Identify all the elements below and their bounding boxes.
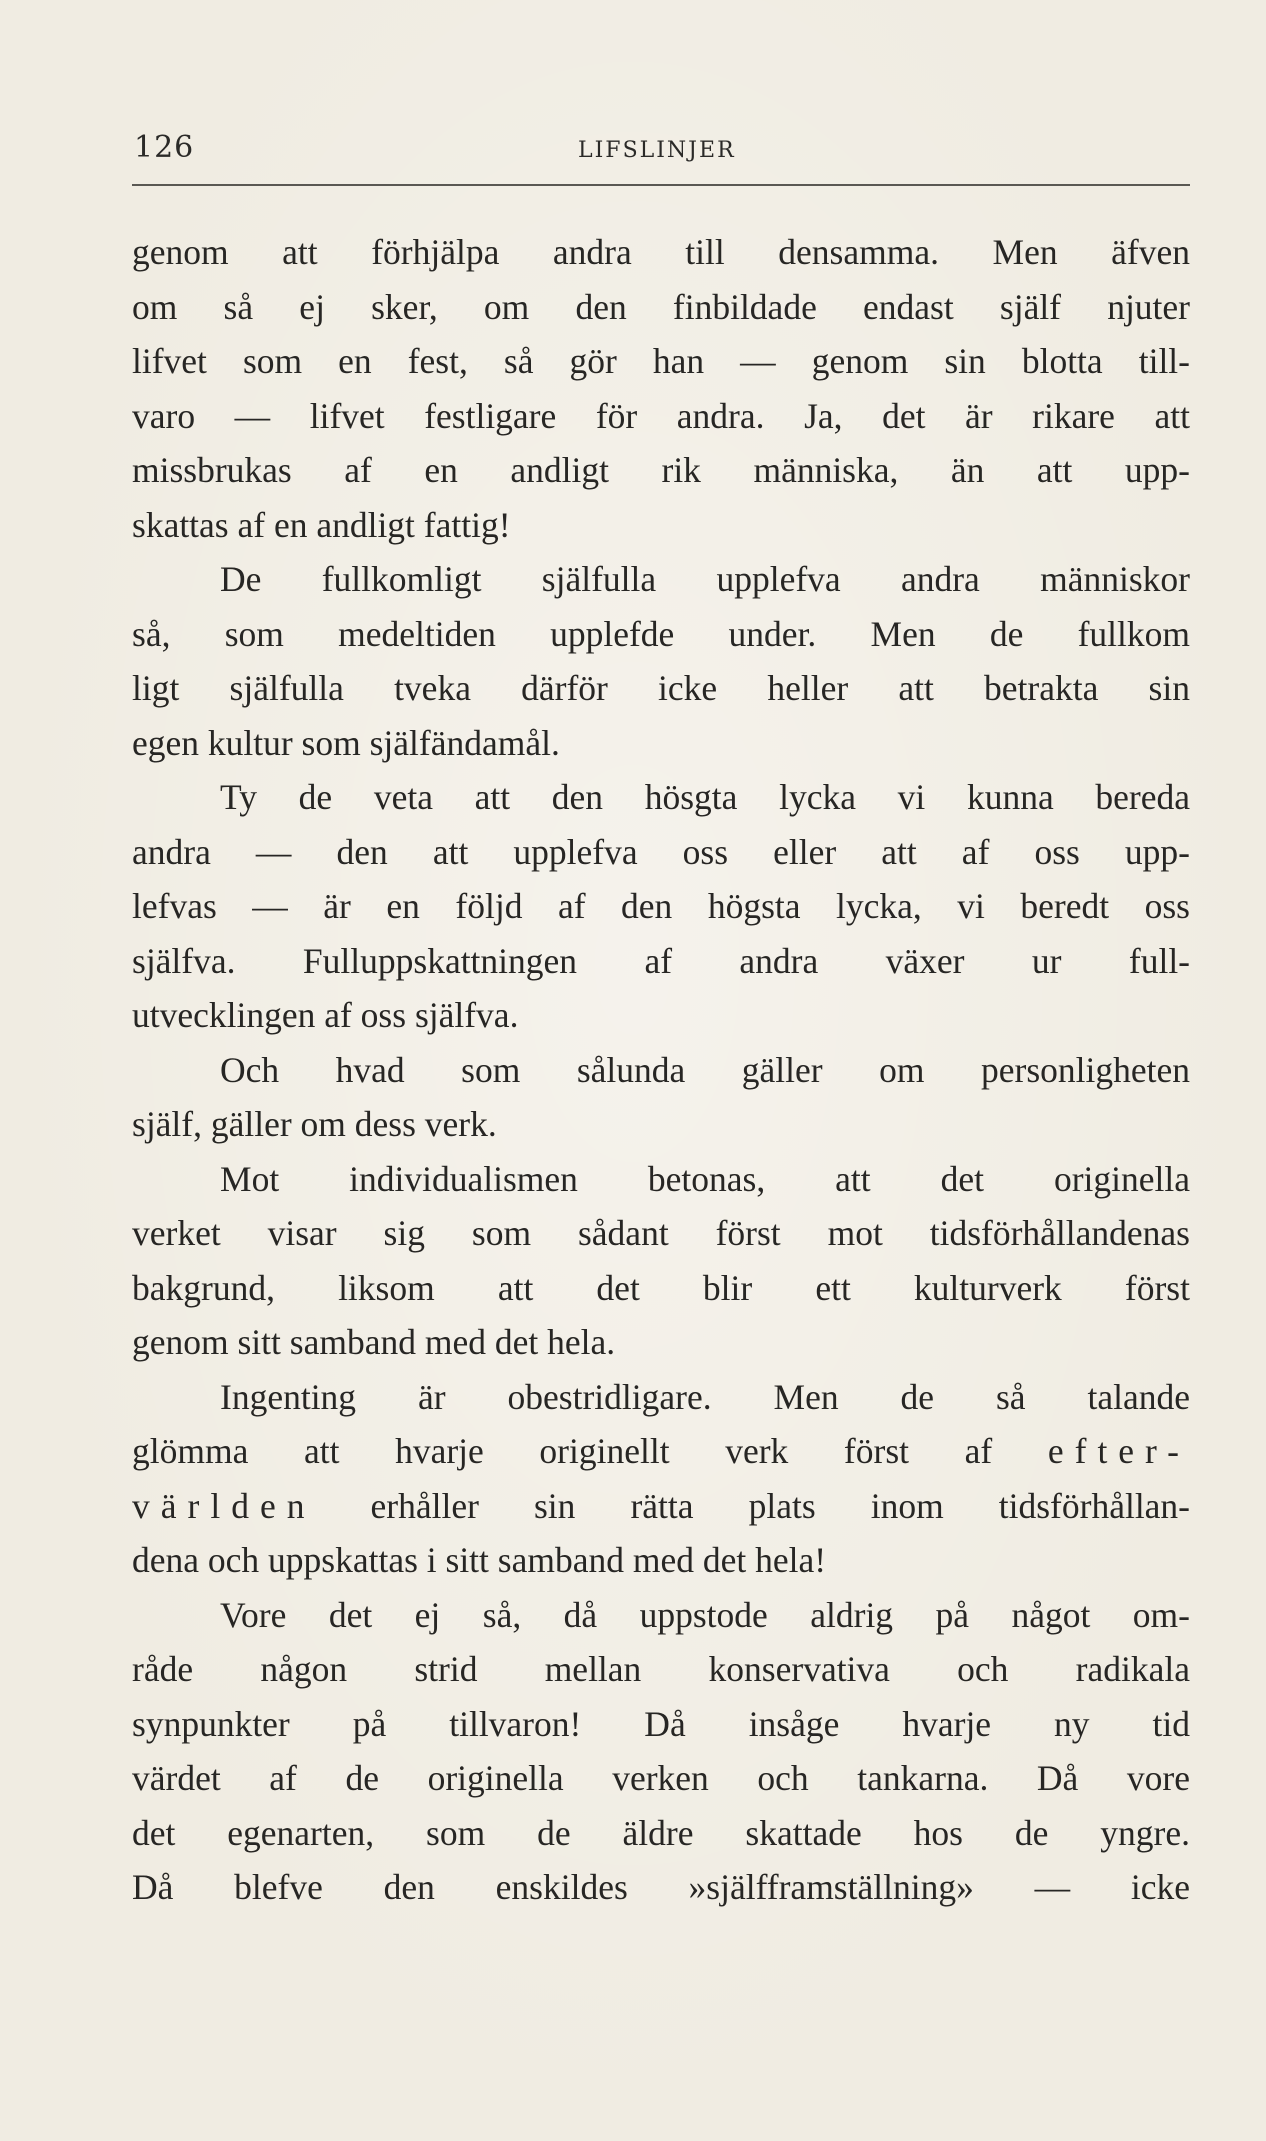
- text-line: lifvet som en fest, så gör han — genom sin blotta till-: [132, 341, 1190, 381]
- text-line: [132, 1479, 1190, 1534]
- text-line: dena och uppskattas i sitt samband med det hela!: [132, 1540, 827, 1580]
- running-head: LIFSLINJER: [578, 138, 736, 163]
- paragraph: [132, 1588, 1190, 1915]
- spaced-emphasis: efter-: [1047, 1431, 1190, 1471]
- paragraph: [132, 1043, 1190, 1152]
- text-line: Då blefve den enskildes »själfframställning» — icke: [132, 1867, 1190, 1907]
- text-line: genom att förhjälpa andra till densamma. Men äfven: [132, 232, 1190, 272]
- paragraph: [132, 770, 1190, 1043]
- text-line: bakgrund, liksom att det blir ett kulturverk först: [132, 1267, 1190, 1308]
- text-line: Vore det ej så, då uppstode aldrig på något om-: [220, 1594, 1190, 1635]
- text-line: utvecklingen af oss själfva.: [132, 995, 519, 1035]
- text-line: värdet af de originella verken och tankarna. Då vore: [132, 1758, 1190, 1798]
- text-line: själf, gäller om dess verk.: [132, 1104, 497, 1144]
- text-line: verket visar sig som sådant först mot tidsförhållandenas: [132, 1213, 1190, 1253]
- text-line: Ingenting är obestridligare. Men de så talande: [220, 1376, 1190, 1417]
- text-line: andra — den att upplefva oss eller att af oss upp-: [132, 831, 1190, 872]
- text-line: om så ej sker, om den finbildade endast själf njuter: [132, 286, 1190, 327]
- text-line: synpunkter på tillvaron! Då insåge hvarje ny tid: [132, 1703, 1190, 1744]
- text-line: skattas af en andligt fattig!: [132, 504, 511, 545]
- text-line: Mot individualismen betonas, att det originella: [220, 1158, 1190, 1199]
- text-line: missbrukas af en andligt rik människa, än att upp-: [132, 450, 1190, 490]
- text-line: det egenarten, som de äldre skattade hos de yngre.: [132, 1812, 1190, 1853]
- text-line: så, som medeltiden upplefde under. Men de fullkom: [132, 613, 1190, 654]
- text-line: själfva. Fulluppskattningen af andra växer ur full-: [132, 940, 1190, 981]
- text-line: genom sitt samband med det hela.: [132, 1322, 616, 1362]
- paragraph: [132, 552, 1190, 770]
- body-text: [132, 225, 1190, 1915]
- text-line: Ty de veta att den hösgta lycka vi kunna bereda: [220, 777, 1190, 817]
- spaced-emphasis: världen: [132, 1485, 316, 1526]
- text-line: Och hvad som sålunda gäller om personligheten: [220, 1049, 1190, 1090]
- text-line: varo — lifvet festligare för andra. Ja, det är rikare att: [132, 395, 1190, 436]
- text-line: ligt själfulla tveka därför icke heller att betrakta sin: [132, 668, 1190, 708]
- text-line: De fullkomligt själfulla upplefva andra människor: [220, 559, 1190, 599]
- header-rule: [132, 184, 1190, 186]
- text-line: [132, 1424, 1190, 1479]
- text-line: egen kultur som själfändamål.: [132, 722, 560, 763]
- paragraph: [132, 225, 1190, 552]
- paragraph: [132, 1370, 1190, 1588]
- page-header: [130, 130, 1190, 180]
- text-line: lefvas — är en följd af den högsta lycka, vi beredt oss: [132, 886, 1190, 926]
- text-fragment: glömma att hvarje originellt verk först af: [132, 1431, 993, 1471]
- text-line: råde någon strid mellan konservativa och radikala: [132, 1649, 1190, 1689]
- text-fragment: erhåller sin rätta plats inom tidsförhållan-: [370, 1485, 1191, 1526]
- paragraph: [132, 1152, 1190, 1370]
- page-number: 126: [134, 130, 195, 165]
